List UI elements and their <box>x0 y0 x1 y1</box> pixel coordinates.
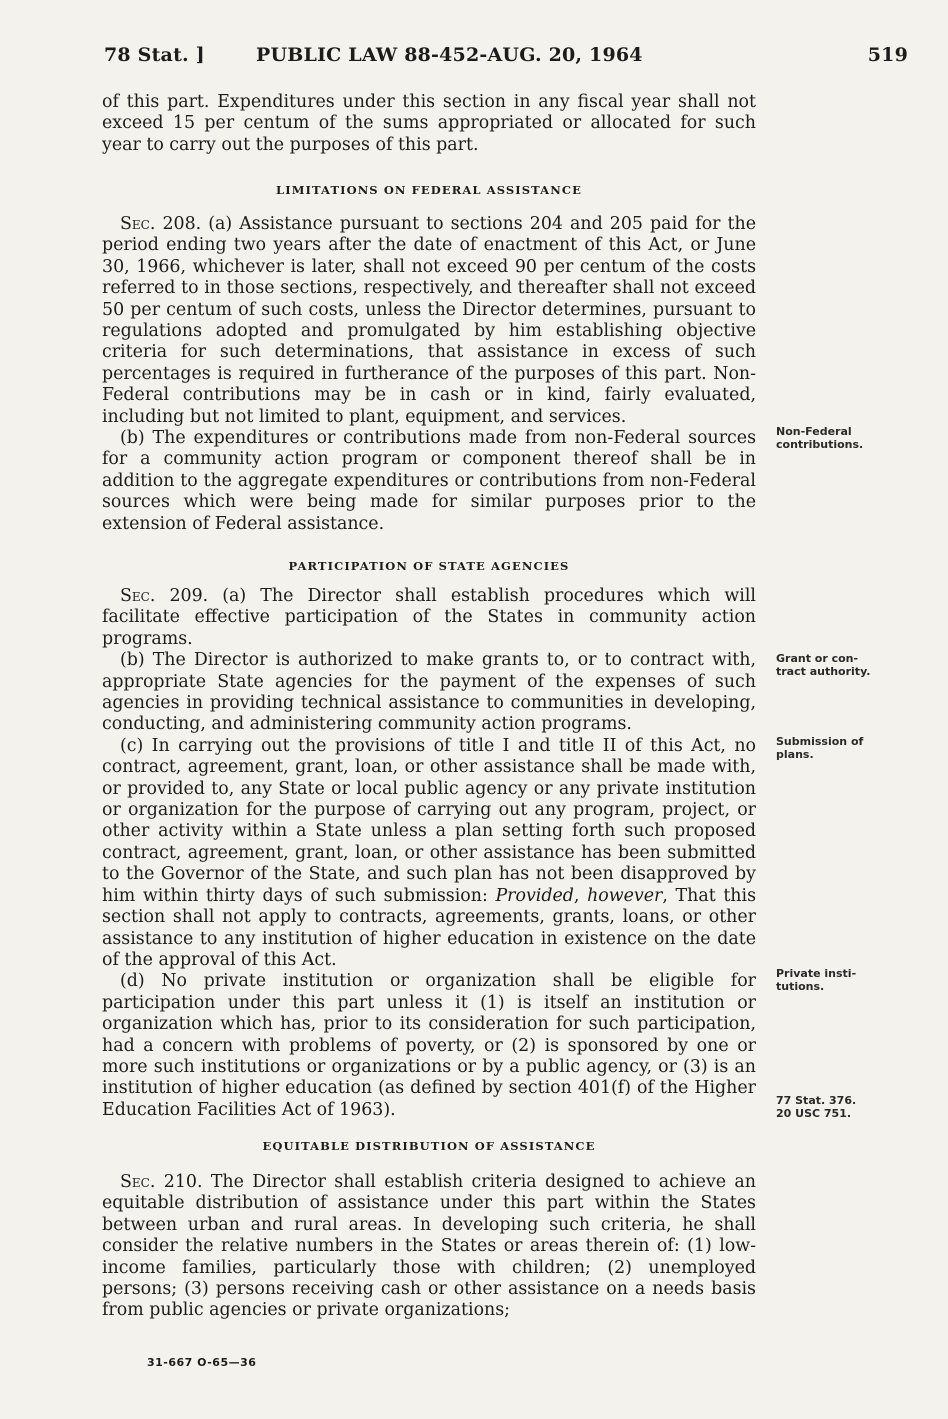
text-block-1 <box>102 92 756 156</box>
sec-label: Sec. <box>120 1172 156 1192</box>
margin-note-submission: Submission of plans. <box>776 735 864 761</box>
paragraph-sec-209c <box>102 736 756 971</box>
text-block-7 <box>102 1172 756 1322</box>
header-title: PUBLIC LAW 88-452-AUG. 20, 1964 <box>256 44 643 66</box>
paragraph-continuation: of this part. Expenditures under this section in any fiscal year shall not exceed 15 per centum of the sums appropriated or allocated for such year to carry out the purposes of this part. <box>102 92 756 155</box>
margin-note-grant: Grant or con- tract authority. <box>776 652 871 678</box>
paragraph-sec-209a <box>102 586 756 650</box>
header-volume: 78 Stat. ] <box>104 44 205 66</box>
comma: , <box>573 885 580 906</box>
section-heading-participation: PARTICIPATION OF STATE AGENCIES <box>288 559 570 573</box>
sec-210-text: 210. The Director shall establish criteria designed to achieve an equitable distribution of assistance under this part within the States between urban and rural areas. In developing such criteria, he shall consider the relative numbers in the States or areas therein of: (1) low-income families, particularly those with children; (2) unemployed persons; (3) persons receiving cash or other assistance on a needs basis from public agencies or private organizations; <box>102 1172 757 1321</box>
however-italic: however <box>587 885 663 906</box>
sec-209c-tail: , That this section shall not apply to contracts, agreements, grants, loans, or other assistance to any institution of higher education in existence on the date of the approval of this Act. <box>102 885 756 970</box>
margin-note-citation: 77 Stat. 376. 20 USC 751. <box>776 1094 857 1120</box>
sec-label: Sec. <box>120 586 156 606</box>
section-heading-limitations: LIMITATIONS ON FEDERAL ASSISTANCE <box>276 183 582 197</box>
section-heading-equitable: EQUITABLE DISTRIBUTION OF ASSISTANCE <box>262 1139 596 1153</box>
text-block-5 <box>102 586 756 1121</box>
text-block-3 <box>102 214 756 535</box>
paragraph-sec-209b: (b) The Director is authorized to make grants to, or to contract with, appropriate State agencies for the payment of the expenses of such agencies in providing technical assistance to communities in developing, conducting, and administering community action programs. <box>102 650 756 735</box>
provided-italic: Provided <box>495 885 574 906</box>
sec-label: Sec. <box>120 214 156 234</box>
header-page-number: 519 <box>867 44 908 66</box>
margin-note-private: Private insti- tutions. <box>776 967 857 993</box>
text-block-6 <box>102 1136 756 1157</box>
sec-208a-text: 208. (a) Assistance pursuant to sections 204 and 205 paid for the period ending two years after the date of enactment of this Act, or June 30, 1966, whichever is later, shall not exceed 90 per centum of the costs referred to in those sections, respectively, and thereafter shall not exceed 50 per centum of such costs, unless the Director determines, pursuant to regulations adopted and promulgated by him establishing objective criteria for such determinations, that assistance in excess of such percentages is required in furtherance of the purposes of this part. Non-Federal contributions may be in cash or in kind, fairly evaluated, including but not limited to plant, equipment, and services. <box>102 214 757 427</box>
sec-209c-text: (c) In carrying out the provisions of title I and title II of this Act, no contract, agreement, grant, loan, or other assistance shall be made with, or provided to, any State or local public agency or any private institution or organization for the purpose of carrying out any program, project, or other activity within a State unless a plan setting forth such proposed contract, agreement, grant, loan, or other assistance has been submitted to the Governor of the State, and such plan has not been disapproved by him within thirty days of such submission: <box>102 735 756 906</box>
paragraph-sec-208a <box>102 214 756 428</box>
paragraph-sec-209d: (d) No private institution or organization shall be eligible for participation under this part unless it (1) is itself an institution or organization which has, prior to its consideration for such participation, had a concern with problems of poverty, or (2) is sponsored by one or more such institutions or organizations or by a public agency, or (3) is an institution of higher education (as defined by section 401(f) of the Higher Education Facilities Act of 1963). <box>102 971 756 1120</box>
paragraph-sec-210 <box>102 1172 756 1322</box>
text-block-4 <box>102 556 756 577</box>
text-block-2 <box>102 180 756 201</box>
footer-printing-code: 31-667 O-65—36 <box>147 1356 257 1369</box>
paragraph-sec-208b: (b) The expenditures or contributions made from non-Federal sources for a community action program or component thereof shall be in addition to the aggregate expenditures or contributions from non-Federal sources which were being made for similar purposes prior to the extension of Federal assistance. <box>102 428 756 534</box>
sec-209a-text: 209. (a) The Director shall establish procedures which will facilitate effective participation of the States in community action programs. <box>102 586 756 649</box>
margin-note-nonfederal: Non-Federal contributions. <box>776 425 864 451</box>
